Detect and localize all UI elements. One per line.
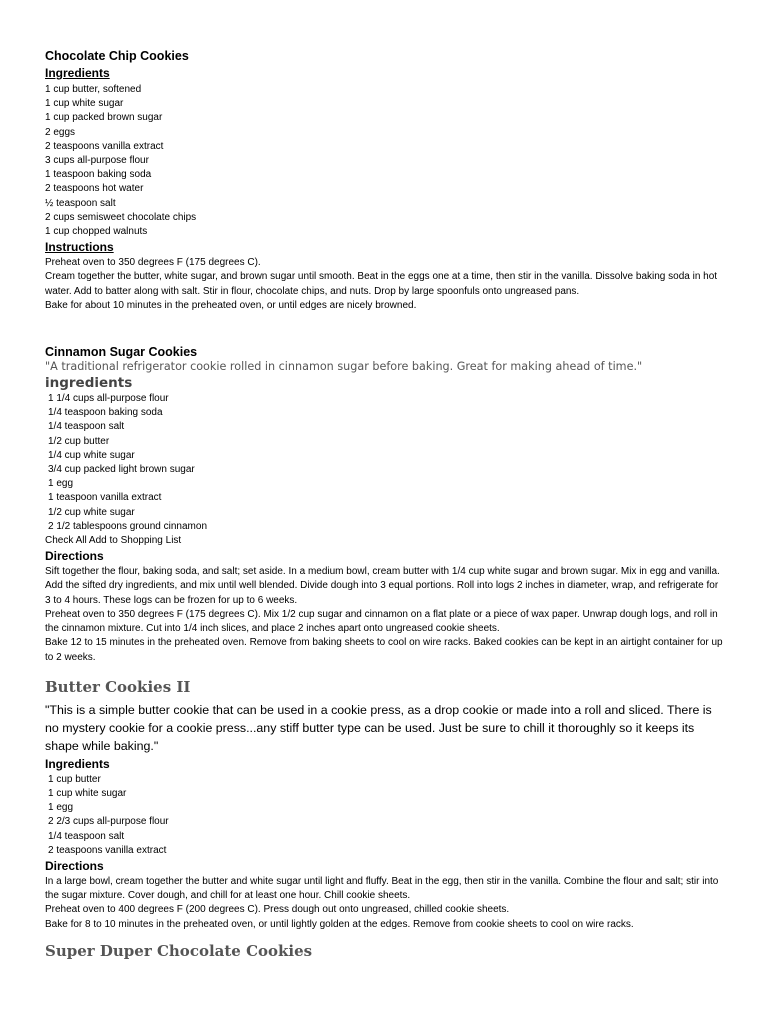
recipe-butter-cookies: [45, 677, 725, 932]
ingredients-list: [45, 773, 725, 858]
instructions-heading: Instructions: [45, 240, 114, 255]
ingredient-item: 3/4 cup packed light brown sugar: [48, 464, 195, 476]
ingredient-item: 2 teaspoons vanilla extract: [48, 844, 167, 856]
recipe-chocolate-chip: [45, 48, 725, 313]
direction-step: Bake for 8 to 10 minutes in the preheated oven, or until lightly golden at the edges. Remove from cookie sheets to cool on wire racks.: [45, 918, 634, 930]
direction-step: In a large bowl, cream together the butter and white sugar until light and fluffy. Beat in the egg, then stir in the vanilla. Combine the flour and salt; stir into the sugar mixture. Cover dough, and chill for at least one hour. Chill cookie sheets.: [45, 875, 719, 902]
ingredient-item: 2 1/2 tablespoons ground cinnamon: [48, 520, 208, 532]
direction-step: Preheat oven to 400 degrees F (200 degrees C). Press dough out onto ungreased, chilled cookie sheets.: [45, 904, 510, 916]
ingredient-item: 1 cup white sugar: [48, 787, 127, 799]
ingredient-item: 1/2 cup white sugar: [48, 506, 135, 518]
ingredient-item: 1 teaspoon baking soda: [45, 169, 152, 181]
recipe-description: "A traditional refrigerator cookie rolled in cinnamon sugar before baking. Great for making ahead of time.": [45, 360, 643, 374]
shopping-list-link[interactable]: Check All Add to Shopping List: [45, 535, 182, 547]
ingredient-item: 1/4 cup white sugar: [48, 449, 135, 461]
ingredients-heading: ingredients: [45, 375, 133, 392]
instruction-step: Bake for about 10 minutes in the preheated oven, or until edges are nicely browned.: [45, 299, 417, 311]
recipe-title: Cinnamon Sugar Cookies: [45, 345, 198, 360]
recipe-title: Chocolate Chip Cookies: [45, 49, 189, 63]
direction-step: Bake 12 to 15 minutes in the preheated oven. Remove from baking sheets to cool on wire racks. Baked cookies can be kept in an airtight container for up to 2 weeks.: [45, 637, 723, 663]
recipe-title: Super Duper Chocolate Cookies: [45, 941, 313, 960]
ingredient-item: 1/4 teaspoon salt: [48, 421, 125, 433]
ingredients-heading: Ingredients: [45, 756, 110, 771]
recipe-description: "This is a simple butter cookie that can be used in a cookie press, as a drop cookie or made into a roll and sliced. There is no mystery cookie for a cookie press...any stiff butter type can be used. Just be sure to chill it thoroughly so it keeps its shape while baking.": [45, 702, 712, 753]
ingredient-item: 1 teaspoon vanilla extract: [48, 492, 162, 504]
ingredient-item: 3 cups all-purpose flour: [45, 155, 149, 167]
directions-heading: Directions: [45, 549, 104, 564]
direction-step: Sift together the flour, baking soda, and salt; set aside. In a medium bowl, cream butter with 1/4 cup white sugar and brown sugar. Mix in egg and vanilla. Add the sifted dry ingredients, and mix until well blended. Divide dough into 3 equal portions. Roll into logs 2 inches in diameter, wrap, and refrigerate for 3 to 4 hours. These logs can be frozen for up to 6 weeks.: [45, 566, 720, 606]
recipe-cinnamon-sugar: [45, 344, 725, 665]
ingredients-heading: Ingredients: [45, 66, 110, 80]
instruction-step: Cream together the butter, white sugar, and brown sugar until smooth. Beat in the eggs one at a time, then stir in the vanilla. Dissolve baking soda in hot water. Add to batter along with salt. Stir in flour, chocolate chips, and nuts. Drop by large spoonfuls onto ungreased pans.: [45, 271, 718, 297]
ingredient-item: 2 teaspoons vanilla extract: [45, 140, 164, 152]
ingredient-item: 1 cup packed brown sugar: [45, 112, 163, 124]
ingredient-item: 1/4 teaspoon salt: [48, 830, 125, 842]
recipe-document: [45, 48, 725, 961]
ingredient-item: 2 cups semisweet chocolate chips: [45, 211, 197, 223]
ingredient-item: 1/4 teaspoon baking soda: [48, 407, 163, 419]
recipe-super-duper: [45, 941, 725, 961]
ingredient-item: 1/2 cup butter: [48, 435, 110, 447]
ingredient-item: 2 eggs: [45, 126, 76, 138]
ingredients-list: [45, 392, 725, 534]
ingredient-item: ½ teaspoon salt: [45, 197, 116, 209]
direction-step: Preheat oven to 350 degrees F (175 degrees C). Mix 1/2 cup sugar and cinnamon on a flat plate or a piece of wax paper. Unwrap dough logs, and roll in the cinnamon mixture. Cut into 1/4 inch slices, and place 2 inches apart onto ungreased cookie sheets.: [45, 608, 718, 635]
recipe-title: Butter Cookies II: [45, 677, 191, 696]
instruction-step: Preheat oven to 350 degrees F (175 degrees C).: [45, 257, 261, 269]
ingredients-list: [45, 83, 725, 239]
ingredient-item: 1 egg: [48, 802, 74, 814]
ingredient-item: 1 cup white sugar: [45, 98, 124, 110]
ingredient-item: 1 1/4 cups all-purpose flour: [48, 393, 169, 405]
ingredient-item: 2 teaspoons hot water: [45, 183, 144, 195]
ingredient-item: 1 cup chopped walnuts: [45, 226, 148, 238]
ingredient-item: 1 cup butter, softened: [45, 84, 142, 95]
ingredient-item: 1 cup butter: [48, 773, 101, 785]
directions-heading: Directions: [45, 858, 104, 873]
ingredient-item: 2 2/3 cups all-purpose flour: [48, 816, 169, 828]
ingredient-item: 1 egg: [48, 478, 74, 490]
